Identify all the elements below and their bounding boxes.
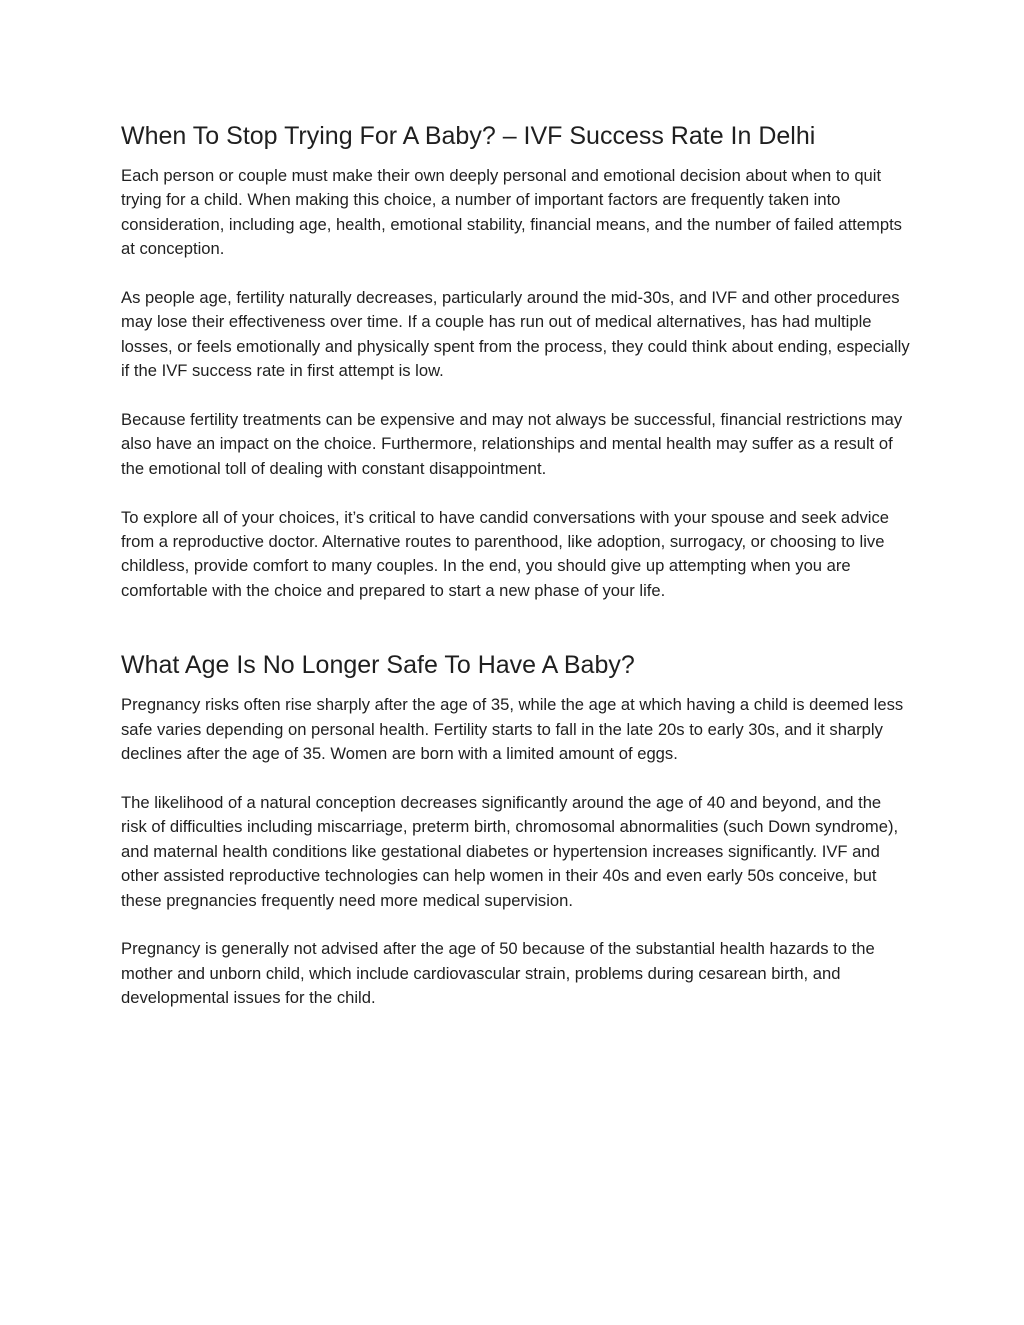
paragraph: As people age, fertility naturally decreases, particularly around the mid-30s, and IVF and other procedures may lose their effectiveness over time. If a couple has run out of medical alternatives, has had multiple losses, or feels emotionally and physically spent from the process, they could think about ending, especially if the IVF success rate in first attempt is low.: [121, 288, 910, 381]
paragraph: Because fertility treatments can be expensive and may not always be successful, financial restrictions may also have an impact on the choice. Furthermore, relationships and mental health may suffer as a result of the emotional toll of dealing with constant disappointment.: [121, 410, 903, 478]
section-heading: When To Stop Trying For A Baby? – IVF Success Rate In Delhi: [121, 122, 816, 150]
paragraph: The likelihood of a natural conception decreases significantly around the age of 40 and beyond, and the risk of difficulties including miscarriage, preterm birth, chromosomal abnormalities (such Down syndrome), and maternal health conditions like gestational diabetes or hypertension increases significantly. IVF and other assisted reproductive technologies can help women in their 40s and even early 50s conceive, but these pregnancies frequently need more medical supervision.: [121, 792, 899, 910]
paragraph: Each person or couple must make their own deeply personal and emotional decision about when to quit trying for a child. When making this choice, a number of important factors are frequently taken into consideration, including age, health, emotional stability, financial means, and the number of failed attempts at conception.: [121, 166, 902, 259]
document-page: [121, 118, 911, 1011]
section-heading: What Age Is No Longer Safe To Have A Baby?: [121, 651, 635, 680]
paragraph: To explore all of your choices, it’s critical to have candid conversations with your spouse and seek advice from a reproductive doctor. Alternative routes to parenthood, like adoption, surrogacy, or choosing to live childless, provide comfort to many couples. In the end, you should give up attempting when you are comfortable with the choice and prepared to start a new phase of your life.: [121, 507, 890, 600]
paragraph: Pregnancy risks often rise sharply after the age of 35, while the age at which having a child is deemed less safe varies depending on personal health. Fertility starts to fall in the late 20s to early 30s, and it sharply declines after the age of 35. Women are born with a limited amount of eggs.: [121, 695, 904, 764]
paragraph: Pregnancy is generally not advised after the age of 50 because of the substantial health hazards to the mother and unborn child, which include cardiovascular strain, problems during cesarean birth, and developmental issues for the child.: [121, 939, 875, 1008]
section-safe-age: [121, 647, 911, 1010]
section-when-to-stop: [121, 118, 911, 603]
